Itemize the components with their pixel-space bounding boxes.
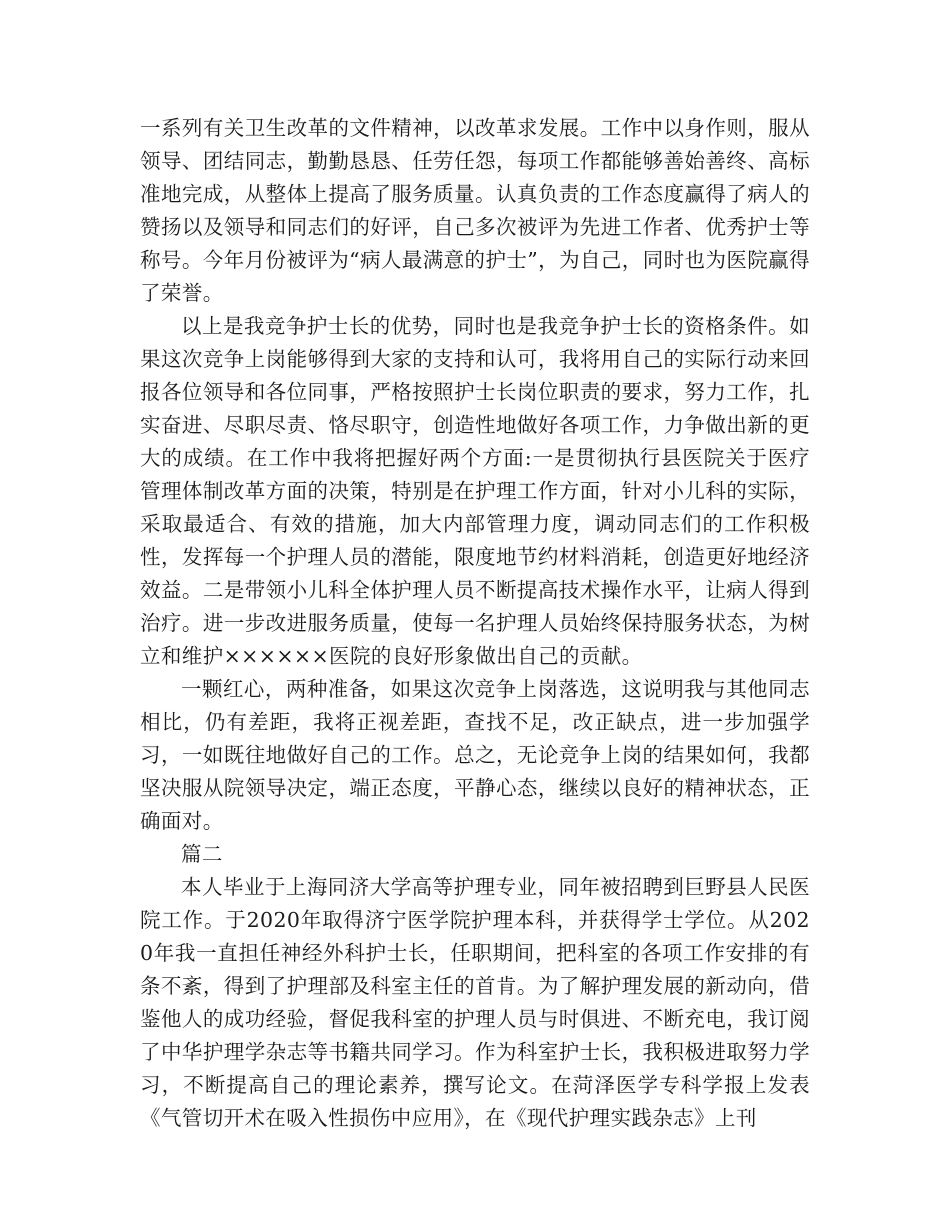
document-body <box>140 112 810 1135</box>
paragraph-3: 一颗红心，两种准备，如果这次竞争上岗落选，这说明我与其他同志相比，仍有差距，我将正视差距，查找不足，改正缺点，进一步加强学习，一如既往地做好自己的工作。总之，无论竞争上岗的结果如何，我都坚决服从院领导决定，端正态度，平静心态，继续以良好的精神状态，正确面对。 <box>140 677 810 833</box>
paragraph-2: 以上是我竞争护士长的优势，同时也是我竞争护士长的资格条件。如果这次竞争上岗能够得到大家的支持和认可，我将用自己的实际行动来回报各位领导和各位同事，严格按照护士长岗位职责的要求，努力工作，扎实奋进、尽职尽责、恪尽职守，创造性地做好各项工作，力争做出新的更大的成绩。在工作中我将把握好两个方面:一是贯彻执行县医院关于医疗管理体制改革方面的决策，特别是在护理工作方面，针对小儿科的实际，采取最适合、有效的措施，加大内部管理力度，调动同志们的工作积极性，发挥每一个护理人员的潜能，限度地节约材料消耗，创造更好地经济效益。二是带领小儿科全体护理人员不断提高技术操作水平，让病人得到治疗。进一步改进服务质量，使每一名护理人员始终保持服务状态，为树立和维护××××××医院的良好形象做出自己的贡献。 <box>140 314 810 668</box>
section-heading: 篇二 <box>181 842 223 866</box>
paragraph-1: 一系列有关卫生改革的文件精神，以改革求发展。工作中以身作则，服从领导、团结同志，勤勤恳恳、任劳任怨，每项工作都能够善始善终、高标准地完成，从整体上提高了服务质量。认真负责的工作态度赢得了病人的赞扬以及领导和同志们的好评，自己多次被评为先进工作者、优秀护士等称号。今年月份被评为“病人最满意的护士”，为自己，同时也为医院赢得了荣誉。 <box>140 116 810 305</box>
paragraph-4: 本人毕业于上海同济大学高等护理专业，同年被招聘到巨野县人民医院工作。于2020年取得济宁医学院护理本科，并获得学士学位。从2020年我一直担任神经外科护士长，任职期间，把科室的各项工作安排的有条不紊，得到了护理部及科室主任的首肯。为了解护理发展的新动向，借鉴他人的成功经验，督促我科室的护理人员与时俱进、不断充电，我订阅了中华护理学杂志等书籍共同学习。作为科室护士长，我积极进取努力学习，不断提高自己的理论素养，撰写论文。在菏泽医学专科学报上发表《气管切开术在吸入性损伤中应用》，在《现代护理实践杂志》上刊 <box>140 875 810 1130</box>
